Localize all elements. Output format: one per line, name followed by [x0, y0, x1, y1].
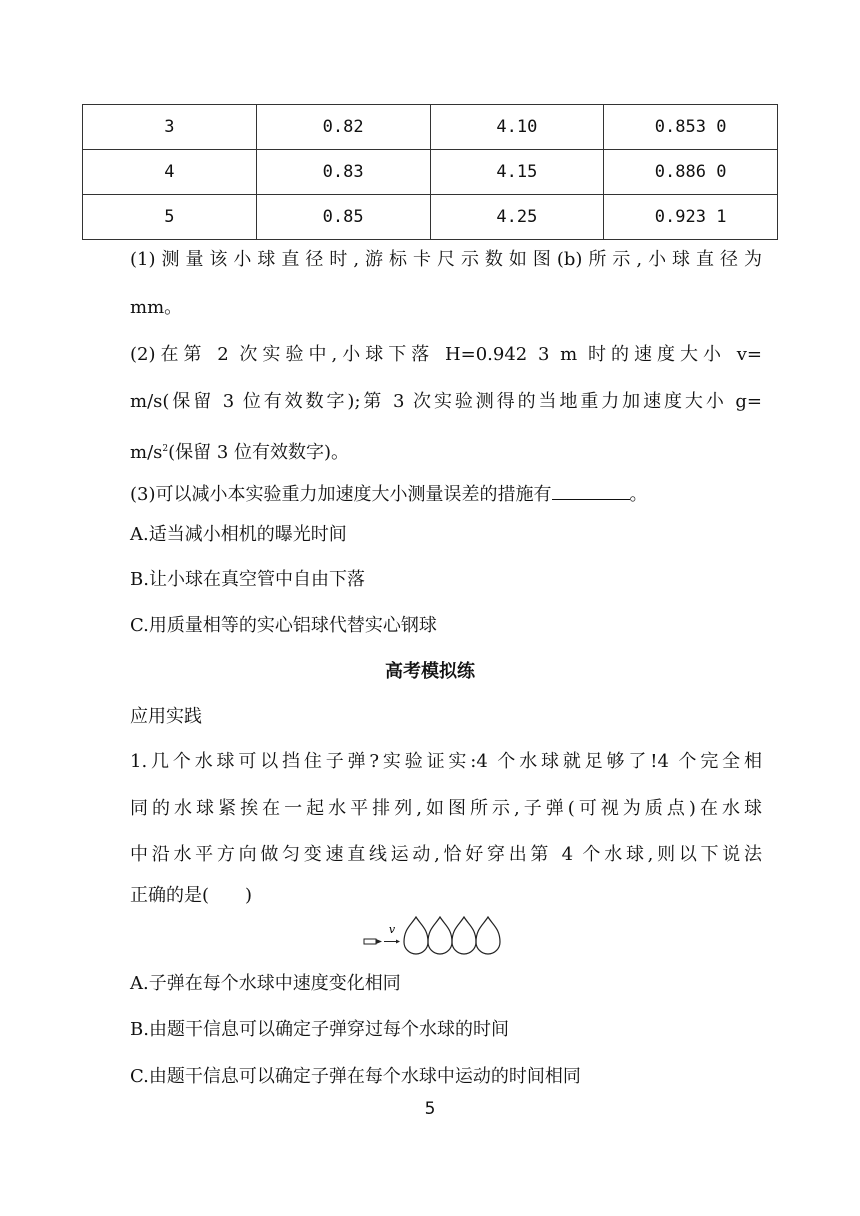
q2-line1: (2)在第 2 次实验中,小球下落 H=0.942 3 m 时的速度大小 v= — [130, 344, 762, 365]
section-title: 高考模拟练 — [385, 661, 475, 682]
data-table — [82, 104, 778, 240]
q3-option-b: B.让小球在真空管中自由下落 — [130, 569, 365, 590]
water-ball-3 — [452, 917, 476, 954]
q1-line2: mm。 — [130, 297, 183, 318]
velocity-label: v — [388, 923, 396, 936]
page-number: 5 — [424, 1099, 436, 1119]
problem1-line1: 1.几个水球可以挡住子弹?实验证实:4 个水球就足够了!4 个完全相 — [130, 751, 762, 772]
water-ball-1 — [404, 917, 428, 954]
table-cell: 0.923 1 — [604, 195, 778, 240]
table-row — [83, 150, 778, 195]
table-cell: 4 — [83, 150, 257, 195]
table-cell: 0.85 — [256, 195, 430, 240]
table-cell: 0.886 0 — [604, 150, 778, 195]
q2-line2: m/s(保留 3 位有效数字);第 3 次实验测得的当地重力加速度大小 g= — [130, 391, 762, 412]
problem1-line3: 中沿水平方向做匀变速直线运动,恰好穿出第 4 个水球,则以下说法 — [130, 844, 762, 865]
arrow-icon — [384, 940, 400, 944]
q3-option-c: C.用质量相等的实心铝球代替实心钢球 — [130, 615, 437, 636]
q2-line3: $m/s^2$(保留 3 位有效数字)。 — [130, 442, 350, 463]
table-row — [83, 195, 778, 240]
q3-line: (3)可以减小本实验重力加速度大小测量误差的措施有 。 — [130, 481, 648, 507]
table-row — [83, 105, 778, 150]
table-cell: 3 — [83, 105, 257, 150]
q3-option-a: A.适当减小相机的曝光时间 — [130, 524, 347, 545]
problem1-option-a: A.子弹在每个水球中速度变化相同 — [130, 973, 401, 994]
water-ball-4 — [476, 917, 500, 954]
problem1-line2: 同的水球紧挨在一起水平排列,如图所示,子弹(可视为质点)在水球 — [130, 798, 762, 819]
water-ball-2 — [428, 917, 452, 954]
table-cell: 0.82 — [256, 105, 430, 150]
table-cell: 0.83 — [256, 150, 430, 195]
problem1-option-b: B.由题干信息可以确定子弹穿过每个水球的时间 — [130, 1019, 509, 1040]
problem1-line4: 正确的是( ) — [130, 885, 253, 906]
subsection-title: 应用实践 — [130, 706, 202, 727]
bullet-icon — [364, 939, 382, 944]
answer-blank — [552, 481, 630, 500]
table-cell: 5 — [83, 195, 257, 240]
table-cell: 4.25 — [430, 195, 604, 240]
table-cell: 0.853 0 — [604, 105, 778, 150]
water-balls-figure — [360, 915, 502, 959]
problem1-option-c: C.由题干信息可以确定子弹在每个水球中运动的时间相同 — [130, 1066, 581, 1087]
q1-line1: (1)测量该小球直径时,游标卡尺示数如图(b)所示,小球直径为 — [130, 249, 762, 270]
table-cell: 4.15 — [430, 150, 604, 195]
table-cell: 4.10 — [430, 105, 604, 150]
